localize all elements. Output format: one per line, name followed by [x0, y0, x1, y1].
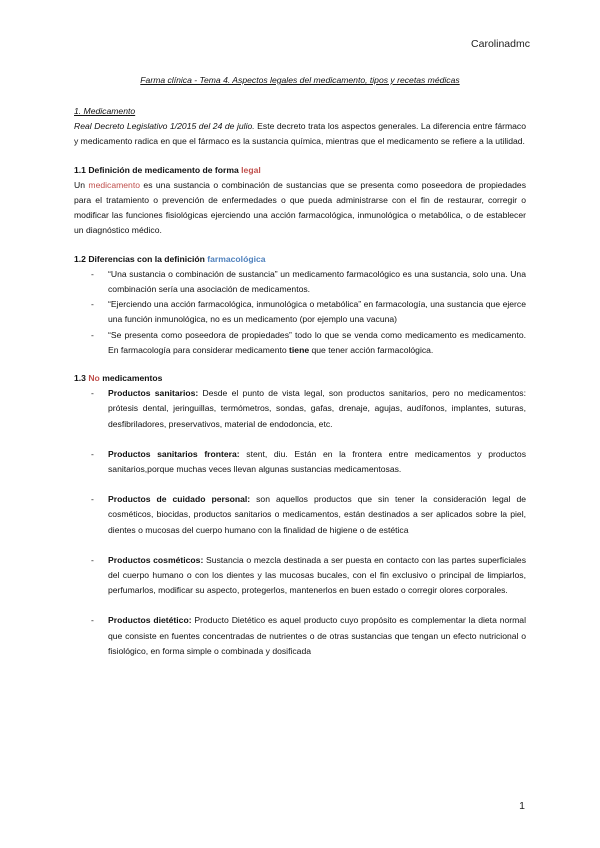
document-body	[74, 104, 526, 674]
section-1-paragraph	[74, 119, 526, 149]
item-text: “Se presenta como poseedora de propiedades” todo lo que se venda como medicamento es medicamento. En farmacología para considerar medicamento	[108, 329, 526, 355]
item-term: Productos sanitarios frontera:	[108, 448, 240, 459]
item-text: son aquellos productos que sin tener la consideración legal de cosméticos, biocidas, productos sanitarios o medicamentos, están destinados a ser aplicados sobre la piel, dientes o mucosas del cuerpo humano con la finalidad de higiene o de estética	[108, 494, 526, 535]
list-item: - “Ejerciendo una acción farmacológica, inmunológica o metabólica” en farmacología, una sustancia que ejerce una función inmunológica, no es un medicamento (por ejemplo una vacuna)	[74, 297, 526, 327]
item-term: Productos de cuidado personal:	[108, 494, 251, 505]
non-medicines-list	[74, 386, 526, 659]
section-1-1-paragraph	[74, 178, 526, 239]
definition-text: es una sustancia o combinación de sustancias que se presenta como poseedora de propiedades para el tratamiento o prevención de enfermedades o que pueda administrarse con el fin de restaurar, corregir o modificar las funciones fisiológicas ejerciendo una acción farmacológica, inmunológica o metabólica, o de establecer un diagnóstico médico.	[74, 179, 527, 236]
keyword-medicamento: medicamento	[88, 179, 140, 190]
section-1-1-heading	[74, 163, 526, 178]
differences-list	[74, 267, 526, 358]
item-term: Productos cosméticos:	[108, 554, 204, 565]
keyword-no: No	[88, 373, 100, 384]
heading-text: 1.3	[74, 373, 89, 384]
section-1-2-heading	[74, 252, 526, 267]
author-name: Carolinadmc	[471, 38, 530, 50]
item-bold-word: tiene	[289, 344, 310, 355]
list-item	[74, 328, 526, 358]
list-item	[74, 553, 526, 599]
list-item	[74, 386, 526, 432]
heading-text: medicamentos	[99, 373, 163, 384]
section-1-heading: 1. Medicamento	[74, 106, 136, 116]
document-title: Farma clínica - Tema 4. Aspectos legales del medicamento, tipos y recetas médicas	[140, 75, 460, 85]
keyword-legal: legal	[241, 164, 261, 175]
law-reference: Real Decreto Legislativo 1/2015 del 24 de julio.	[74, 121, 255, 132]
section-1-3-heading	[74, 371, 526, 386]
item-term: Productos dietético:	[108, 615, 192, 626]
item-text: Producto Dietético es aquel producto cuyo propósito es complementar la dieta normal que consiste en fuentes concentradas de nutrientes o de otras sustancias que tengan un efecto nutricional o fisiológico, en forma simple o combinada y dosificada	[108, 615, 526, 656]
list-item	[74, 492, 526, 538]
heading-text: 1.2 Diferencias con la definición	[74, 253, 208, 264]
page-number: 1	[519, 800, 525, 812]
list-item	[74, 613, 526, 659]
list-item: - “Una sustancia o combinación de sustancia” un medicamento farmacológico es una sustancia, solo una. Una combinación sería una asociación de medicamentos.	[74, 267, 526, 297]
list-item	[74, 447, 526, 477]
item-text: Desde el punto de vista legal, son productos sanitarios, pero no medicamentos: prótesis dental, jeringuillas, termómetros, sondas, gafas, drenaje, agujas, audífonos, implantes, suturas, desfibriladores, preservativos, material de endodoncia, etc.	[108, 388, 526, 429]
item-text: Sustancia o mezcla destinada a ser puesta en contacto con las partes superficiales del cuerpo humano o con los dientes y las mucosas bucales, con el fin exclusivo o principal de limpiarlos, perfumarlos, modificar su aspecto, protegerlos, mantenerlos en buen estado o corregir olores corporales.	[108, 554, 527, 596]
text-lead: Un	[74, 179, 89, 190]
keyword-farmacologica: farmacológica	[207, 253, 266, 264]
section-1-text: Este decreto trata los aspectos generales. La diferencia entre fármaco y medicamento radica en que el fármaco es la sustancia química, mientras que el medicamento se refiere a la utilidad.	[74, 121, 526, 147]
heading-text: 1.1 Definición de medicamento de forma	[74, 164, 242, 175]
item-text: stent, diu. Están en la frontera entre medicamentos y productos sanitarios,porque muchas veces llevan algunas sustancias medicamentosas.	[108, 448, 526, 475]
item-term: Productos sanitarios:	[108, 388, 199, 399]
item-text: que tener acción farmacológica.	[309, 344, 434, 355]
